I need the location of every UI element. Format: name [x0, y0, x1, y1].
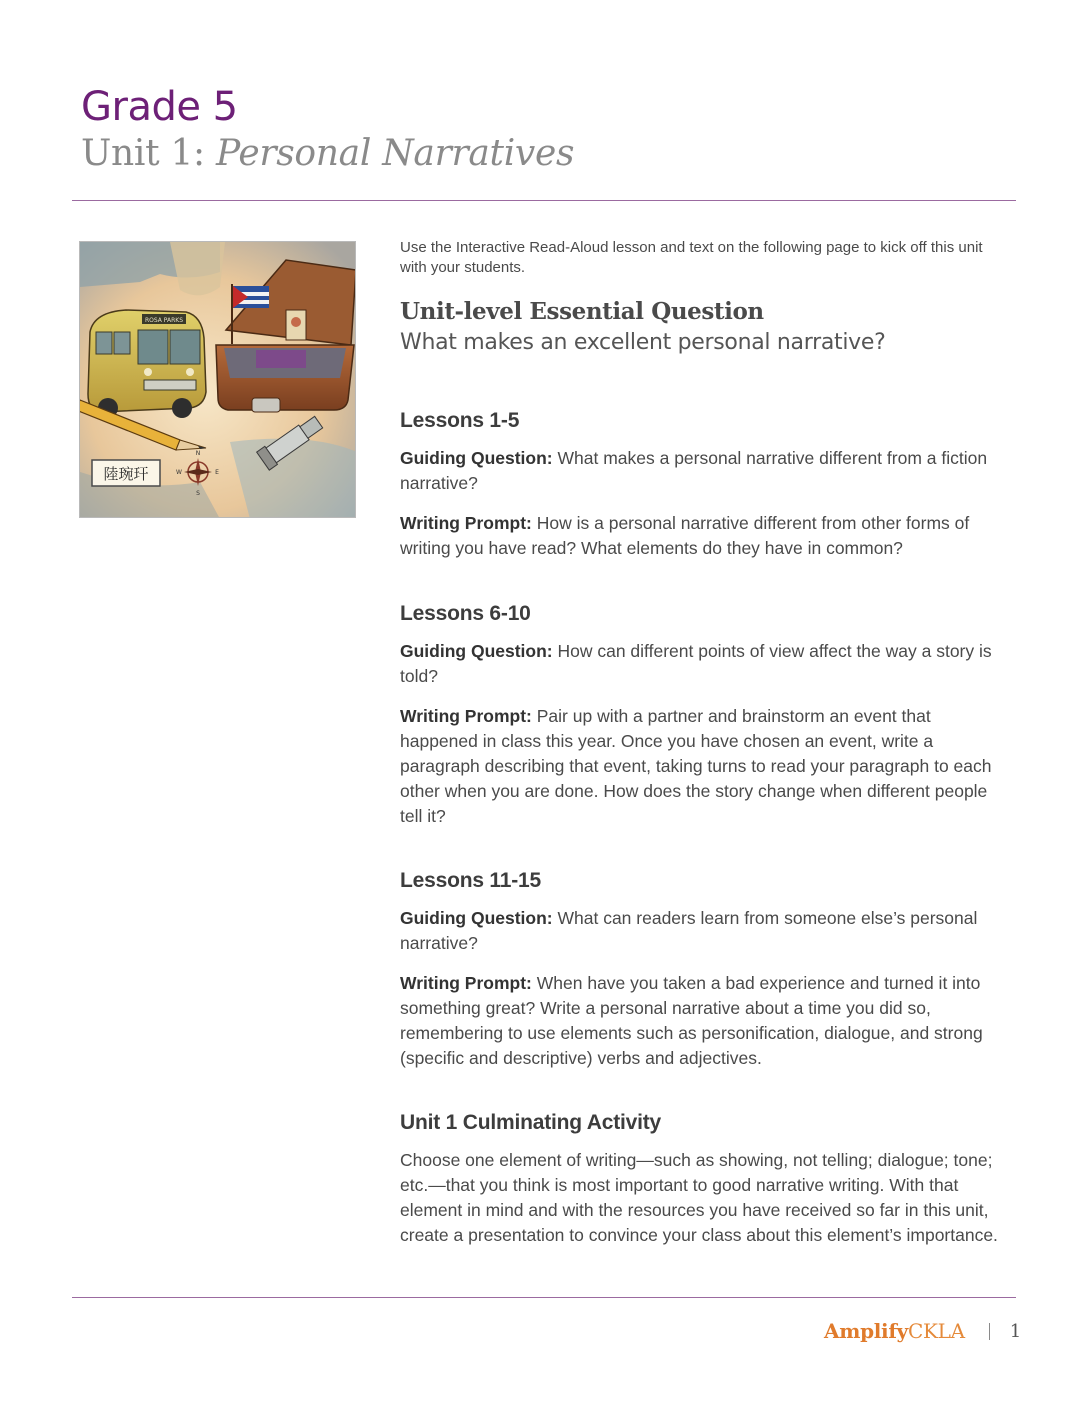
unit-prefix: Unit 1: [81, 133, 217, 174]
page-header [81, 84, 574, 178]
logo-amplify: Amplify [824, 1318, 908, 1343]
amplify-ckla-logo [824, 1318, 965, 1345]
intro-text: Use the Interactive Read-Aloud lesson and text on the following page to kick off this unit with your students. [400, 239, 983, 276]
culminating-text: Choose one element of writing—such as showing, not telling; dialogue; tone; etc.—that you think is most important to good narrative writing. With that element in mind and with the resources you have received so far in this unit, create a presentation to convince your class about this element’s importance. [400, 1150, 998, 1245]
unit-name: Personal Narratives [216, 133, 575, 174]
guiding-label: Guiding Question: [400, 448, 553, 468]
essential-question: What makes an excellent personal narrative? [400, 330, 886, 355]
section-lessons-6-10 [400, 601, 1012, 829]
section-culminating-activity [400, 1110, 1012, 1248]
footer-separator [989, 1323, 990, 1340]
compass-s: S [196, 490, 200, 497]
page-footer [824, 1318, 1021, 1344]
writing-prompt [400, 971, 1012, 1071]
guiding-question [400, 906, 1012, 956]
prompt-label: Writing Prompt: [400, 513, 532, 533]
prompt-text: How is a personal narrative different from other forms of writing you have read? What elements do they have in common? [400, 513, 970, 558]
prompt-label: Writing Prompt: [400, 973, 532, 993]
header-divider [72, 200, 1016, 201]
main-content [400, 238, 1012, 1245]
name-label-text: 陸琬玕 [103, 465, 149, 483]
section-heading: Lessons 1-5 [400, 409, 520, 432]
logo-ckla: CKLA [907, 1318, 965, 1343]
writing-prompt [400, 511, 1012, 561]
guiding-question [400, 446, 1012, 496]
section-lessons-11-15 [400, 868, 1012, 1071]
section-heading: Lessons 11-15 [400, 869, 541, 892]
prompt-text: When have you taken a bad experience and turned it into something great? Write a personal narrative about a time you did so, remembering to use elements such as personification, dialogue, and strong (specific and descriptive) verbs and adjectives. [400, 973, 983, 1068]
guiding-label: Guiding Question: [400, 908, 553, 928]
unit-illustration [79, 241, 356, 518]
essential-question-heading: Unit-level Essential Question [400, 298, 764, 325]
bus-sign: ROSA PARKS [144, 317, 184, 324]
guiding-question [400, 639, 1012, 689]
grade-title: Grade 5 [81, 84, 238, 130]
section-lessons-1-5 [400, 408, 1012, 561]
guiding-label: Guiding Question: [400, 641, 553, 661]
guiding-text: What can readers learn from someone else’s personal narrative? [400, 908, 978, 953]
section-heading: Lessons 6-10 [400, 602, 531, 625]
guiding-text: What makes a personal narrative different from a fiction narrative? [400, 448, 988, 493]
section-heading: Unit 1 Culminating Activity [400, 1111, 662, 1134]
prompt-text: Pair up with a partner and brainstorm an event that happened in class this year. Once you have chosen an event, write a paragraph describing that event, taking turns to read your paragraph to each other when you are done. How does the story change when different people tell it? [400, 706, 992, 826]
bus-drawing [88, 310, 206, 418]
writing-prompt [400, 704, 1012, 829]
compass-w: W [176, 469, 182, 476]
footer-divider [72, 1297, 1016, 1298]
prompt-label: Writing Prompt: [400, 706, 532, 726]
unit-title [81, 130, 574, 178]
compass-e: E [215, 469, 219, 476]
compass-n: N [195, 450, 201, 457]
guiding-text: How can different points of view affect the way a story is told? [400, 641, 992, 686]
name-label [92, 460, 160, 486]
page-number: 1 [1009, 1320, 1022, 1342]
